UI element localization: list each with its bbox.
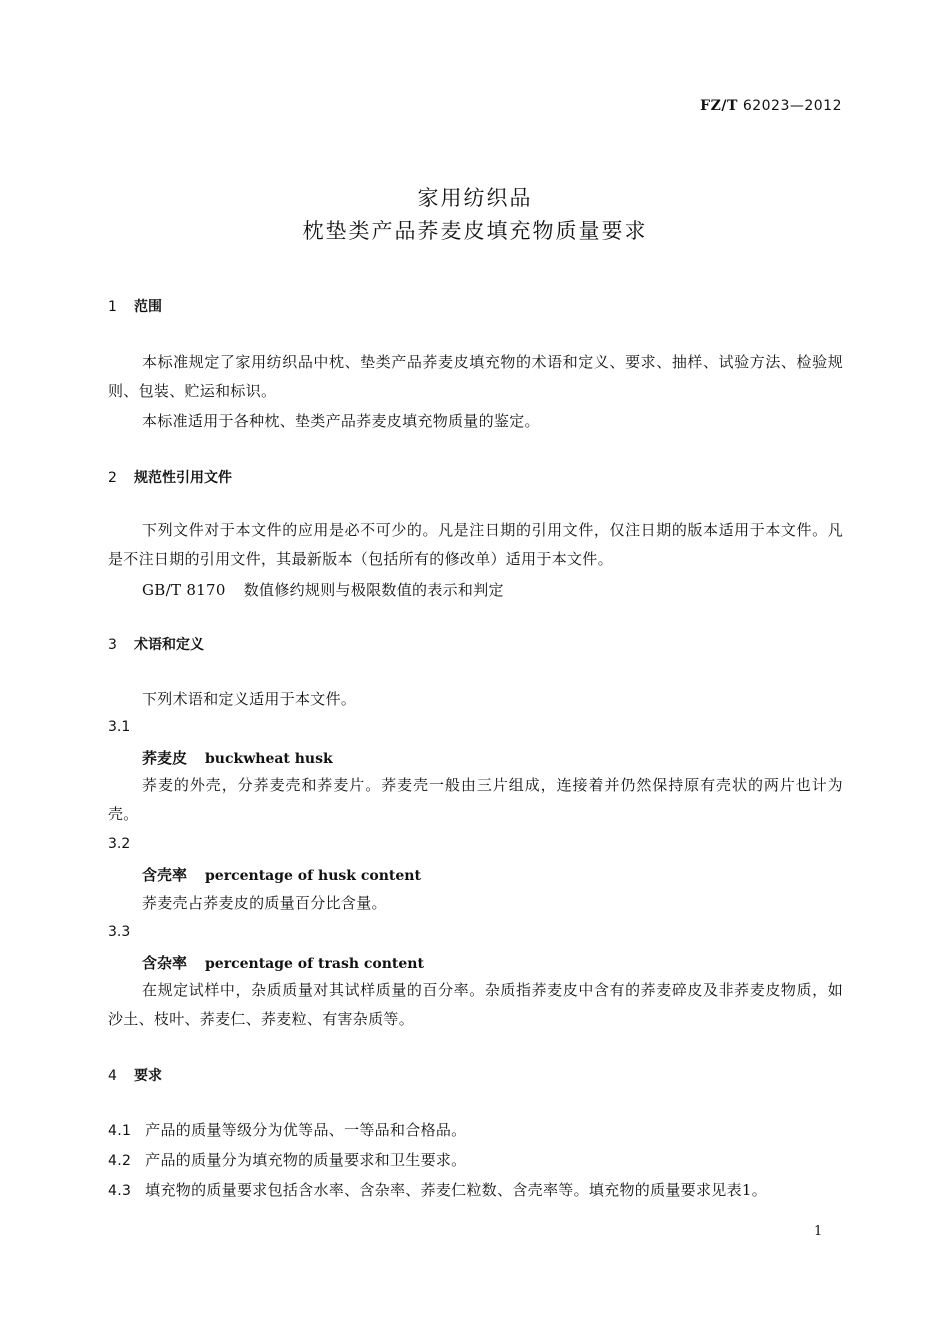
requirement-text: 填充物的质量要求包括含水率、含杂率、荞麦仁粒数、含壳率等。填充物的质量要求见表1。 [145,1181,768,1199]
term-definition-3-2: 荞麦壳占荞麦皮的质量百分比含量。 [142,894,387,912]
term-definition-3-3: 在规定试样中，杂质质量对其试样质量的百分率。杂质指荞麦皮中含有的荞麦碎皮及非荞麦皮物质，如沙土、枝叶、荞麦仁、荞麦粒、有害杂质等。 [108,981,843,1028]
term-english: percentage of husk content [205,868,421,884]
requirement-4-3 [108,1179,767,1200]
term-3-2 [142,864,421,885]
section-title: 要求 [134,1068,162,1084]
standard-prefix: FZ/T [700,98,738,114]
section-heading-3 [108,634,204,654]
section-heading-1 [108,296,162,316]
document-title-line2: 枕垫类产品荞麦皮填充物质量要求 [302,219,648,243]
section-number: 1 [108,299,117,315]
scope-paragraph-1: 本标准规定了家用纺织品中枕、垫类产品荞麦皮填充物的术语和定义、要求、抽样、试验方法、检验规则、包装、贮运和标识。 [108,353,843,400]
term-number-3-2: 3.2 [108,836,131,852]
term-chinese: 含杂率 [142,954,188,972]
section-heading-4 [108,1065,162,1085]
reference-title: 数值修约规则与极限数值的表示和判定 [243,581,504,599]
term-english: buckwheat husk [205,751,333,767]
reference-entry [142,579,504,600]
reference-code: GB/T 8170 [142,581,226,599]
term-3-1 [142,747,333,768]
page-number: 1 [814,1224,823,1239]
term-definition-3-1: 荞麦的外壳，分荞麦壳和荞麦片。荞麦壳一般由三片组成，连接着并仍然保持原有壳状的两片也计为壳。 [108,776,843,823]
requirement-4-1 [108,1119,466,1140]
terms-intro: 下列术语和定义适用于本文件。 [142,690,357,708]
term-number-3-1: 3.1 [108,719,131,735]
section-number: 3 [108,637,117,653]
requirement-text: 产品的质量等级分为优等品、一等品和合格品。 [145,1121,467,1139]
section-title: 术语和定义 [134,637,204,653]
scope-paragraph-2: 本标准适用于各种枕、垫类产品荞麦皮填充物质量的鉴定。 [142,412,540,430]
requirement-number: 4.1 [108,1123,132,1139]
requirement-4-2 [108,1149,466,1170]
term-chinese: 荞麦皮 [142,749,188,767]
section-number: 4 [108,1068,117,1084]
term-english: percentage of trash content [205,956,424,972]
section-title: 规范性引用文件 [134,470,232,486]
requirement-number: 4.2 [108,1153,132,1169]
term-number-3-3: 3.3 [108,924,131,940]
standard-number: 62023—2012 [742,98,842,114]
document-title-line1: 家用纺织品 [417,186,533,210]
requirement-text: 产品的质量分为填充物的质量要求和卫生要求。 [145,1151,467,1169]
references-paragraph: 下列文件对于本文件的应用是必不可少的。凡是注日期的引用文件，仅注日期的版本适用于本文件。凡是不注日期的引用文件，其最新版本（包括所有的修改单）适用于本文件。 [108,521,843,568]
term-chinese: 含壳率 [142,866,188,884]
section-heading-2 [108,467,232,487]
section-title: 范围 [134,299,162,315]
section-number: 2 [108,470,117,486]
term-3-3 [142,952,424,973]
standard-code [700,98,842,114]
requirement-number: 4.3 [108,1183,132,1199]
